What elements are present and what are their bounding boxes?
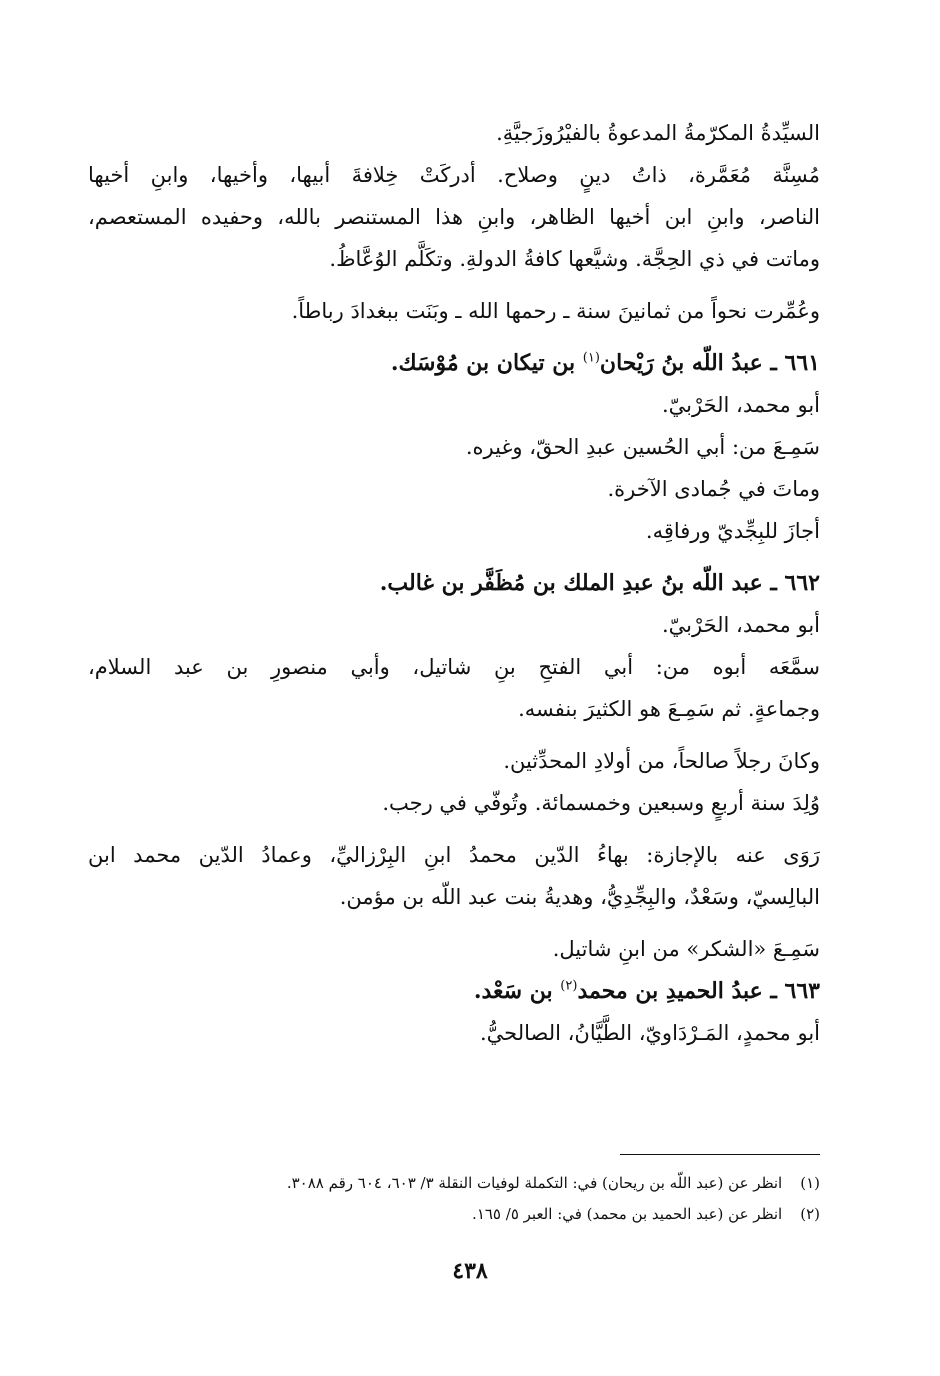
entry-title: ٦٦١ ـ عبدُ اللّه بنُ رَيْحان bbox=[599, 350, 820, 376]
text-line: سَمِـعَ «الشكر» من ابنِ شاتيل. bbox=[552, 937, 820, 961]
entry-heading-661 bbox=[88, 342, 820, 384]
text-line: وُلِدَ سنة أربعٍ وسبعين وخمسمائة. وتُوفّي في رجب. bbox=[382, 791, 820, 815]
text-line: أجازَ للبِجِّديّ ورفاقِه. bbox=[645, 519, 820, 543]
text-line: سمَّعَه أبوه من: أبي الفتحِ بنِ شاتيل، وأبي منصورِ بن عبد السلام، bbox=[88, 655, 820, 679]
footnote-text: انظر عن (عبد اللّه بن ريحان) في: التكملة لوفيات النقلة ٣/ ٦٠٣، ٦٠٤ رقم ٣٠٨٨. bbox=[286, 1174, 783, 1192]
entry-title-rest: بن تيكان بن مُوْسَك. bbox=[390, 350, 583, 376]
text-line: رَوَى عنه بالإجازة: بهاءُ الدّين محمدُ ابنِ البِرْزاليِّ، وعمادُ الدّين محمد ابن bbox=[88, 843, 820, 867]
text-line: سَمِـعَ من: أبي الحُسين عبدِ الحقّ، وغيره. bbox=[465, 435, 820, 459]
text-line: وماتَ في جُمادى الآخرة. bbox=[607, 477, 820, 501]
text-line: وكانَ رجلاً صالحاً، من أولادِ المحدِّثين. bbox=[503, 749, 820, 773]
footnote-marker: (١) bbox=[582, 350, 600, 366]
footnote bbox=[88, 1168, 820, 1199]
entry-title: ٦٦٣ ـ عبدُ الحميدِ بن محمد bbox=[577, 978, 820, 1004]
text-line: أبو محمد، الحَرْبيّ. bbox=[661, 613, 820, 637]
text-line: وجماعةٍ. ثم سَمِـعَ هو الكثيرَ بنفسه. bbox=[518, 697, 820, 721]
text-line: البالِسيّ، وسَعْدٌ، والبِجِّدِيُّ، وهديةُ بنت عبد اللّه بن مؤمن. bbox=[339, 885, 820, 909]
footnote bbox=[88, 1199, 820, 1230]
footnote-number: (١) bbox=[800, 1174, 820, 1192]
entry-heading-662: ٦٦٢ ـ عبد اللّه بنُ عبدِ الملك بن مُظَفَّر بن غالب. bbox=[379, 570, 820, 596]
text-line: الناصر، وابنِ ابن أخيها الظاهر، وابنِ هذا المستنصر بالله، وحفيده المستعصم، bbox=[88, 205, 820, 229]
text-line: أبو محمدٍ، المَـرْدَاويّ، الطَّيَّانُ، الصالحيُّ. bbox=[480, 1021, 820, 1045]
footnotes bbox=[88, 1168, 820, 1230]
footnote-divider bbox=[620, 1154, 820, 1155]
text-line: مُسِنَّة مُعَمَّرة، ذاتُ دينٍ وصلاح. أدركَتْ خِلافةَ أبيها، وأخيها، وابنِ أخيها bbox=[88, 163, 820, 187]
entry-heading-663 bbox=[88, 970, 820, 1012]
footnote-number: (٢) bbox=[800, 1205, 820, 1223]
entry-title-rest: بن سَعْد. bbox=[473, 978, 561, 1004]
footnote-marker: (٢) bbox=[560, 978, 578, 994]
page-number: ٤٣٨ bbox=[452, 1258, 488, 1284]
text-line: السيِّدةُ المكرّمةُ المدعوةُ بالفيْرُوزَجيَّةِ. bbox=[496, 121, 820, 145]
footnote-text: انظر عن (عبد الحميد بن محمد) في: العبر ٥/ ١٦٥. bbox=[472, 1205, 783, 1223]
text-line: وعُمِّرت نحواً من ثمانينَ سنة ـ رحمها الله ـ وبَنَت ببغدادَ رباطاً. bbox=[291, 299, 820, 323]
page-body bbox=[88, 112, 820, 1054]
text-line: وماتت في ذي الحِجَّة. وشيَّعها كافةُ الدولةِ. وتكَلَّم الوُعَّاظُ. bbox=[329, 247, 820, 271]
text-line: أبو محمد، الحَرْبيّ. bbox=[661, 393, 820, 417]
